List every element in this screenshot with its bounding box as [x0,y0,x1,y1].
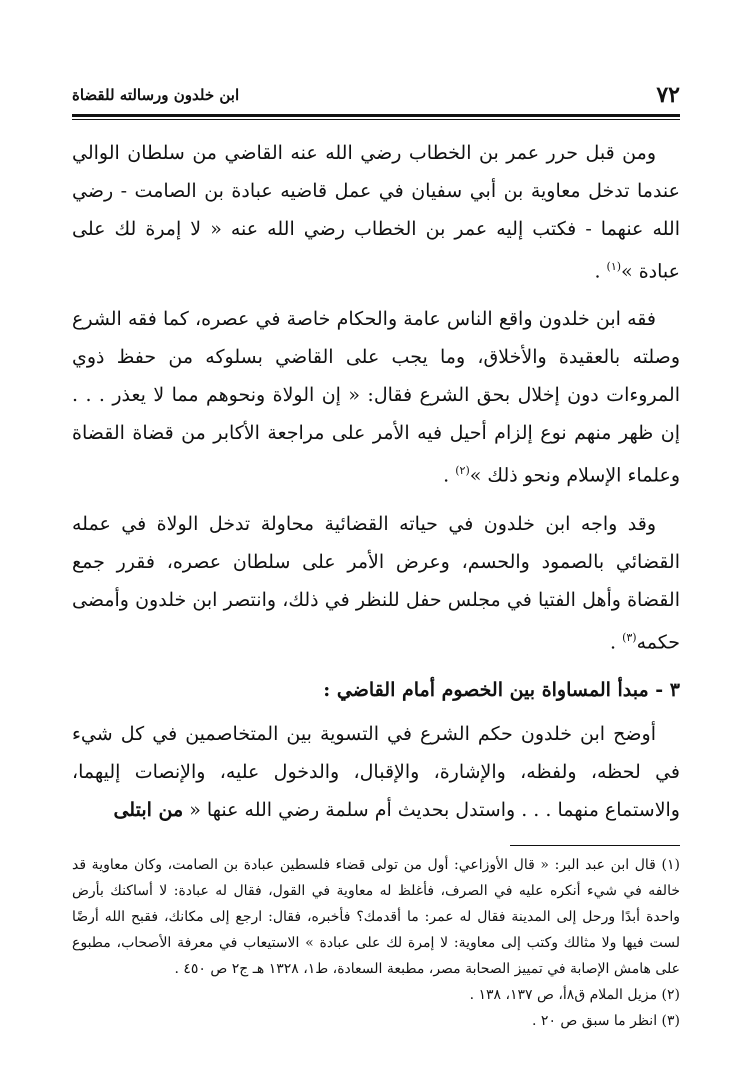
footnote-mark: (٣) [622,630,637,644]
footnote-mark: (١) [606,260,622,273]
footnotes [72,852,680,1034]
paragraph: فقه ابن خلدون واقع الناس عامة والحكام خاصة في عصره، كما فقه الشرع وصلته بالعقيدة والأخلاق، وما يجب على القاضي بسلوكه من حفظ ذوي المروءات دون إخلال بحق الشرع فقال: « إن الولاة ونحوهم مما لا يعذر . . . إن ظهر منهم نوع إلزام أحيل فيه الأمر على مراجعة الأكابر من قضاة القضاة وعلماء الإسلام ونحو ذلك »$^{(٢)}$ . [72,308,680,487]
running-title: ابن خلدون ورسالته للقضاة [72,86,240,104]
footnote-mark: (٢) [455,464,470,478]
footnote-rule [510,845,680,846]
paragraph: وقد واجه ابن خلدون في حياته القضائية محاولة تدخل الولاة في عمله القضائي بالصمود والحسم، وعرض الأمر على سلطان عصره، فقرر جمع القضاة وأهل الفتيا في مجلس حفل للنظر في ذلك، وانتصر ابن خلدون وأمضى حكمه$^{(٣)}$ . [72,512,680,653]
document-page [72,78,680,1038]
footnote: (٢) مزيل الملام ق٨أ، ص ١٣٧، ١٣٨ . [469,986,680,1003]
bold-quote-start: من ابتلى [113,798,184,821]
section-heading: ٣ - مبدأ المساواة بين الخصوم أمام القاضي : [323,678,680,701]
footnote: (٣) انظر ما سبق ص ٢٠ . [532,1012,680,1029]
body-text [72,134,680,829]
header-rule-thick [72,114,680,117]
page-number: ٧٢ [656,82,680,108]
paragraph: أوضح ابن خلدون حكم الشرع في التسوية بين المتخاصمين في كل شيء في لحظه، ولفظه، والإشارة، والإقبال، والدخول عليه، والإنصات إليهما، والاستماع منهما . . . واستدل بحديث أم سلمة رضي الله عنها « من ابتلى [72,722,680,821]
page-header [72,78,680,112]
footnote: (١) قال ابن عبد البر: « قال الأوزاعي: أول من تولى قضاء فلسطين عبادة بن الصامت، وكان معاوية قد خالفه في شيء أنكره عليه في الصرف، فأغلظ له معاوية في القول، فقال له عبادة: لا أساكنك بأرض واحدة أبدًا ورحل إلى المدينة فقال له عمر: ما أقدمك؟ فأخبره، فقال: ارجع إلى مكانك، فقبح الله أرضًا لست فيها ولا مثالك وكتب إلى معاوية: لا إمرة لك على عبادة » الاستيعاب في معرفة الأصحاب، مطبوع على هامش الإصابة في تمييز الصحابة مصر، مطبعة السعادة، ط١، ١٣٢٨ هـ ج٢ ص ٤٥٠ . [72,856,680,977]
paragraph: ومن قبل حرر عمر بن الخطاب رضي الله عنه القاضي من سلطان الوالي عندما تدخل معاوية بن أبي سفيان في عمل قاضيه عبادة بن الصامت - رضي الله عنهما - فكتب إليه عمر بن الخطاب رضي الله عنه « لا إمرة لك على عبادة »$^{(١)}$ . [72,142,680,283]
header-rule-thin [72,119,680,120]
